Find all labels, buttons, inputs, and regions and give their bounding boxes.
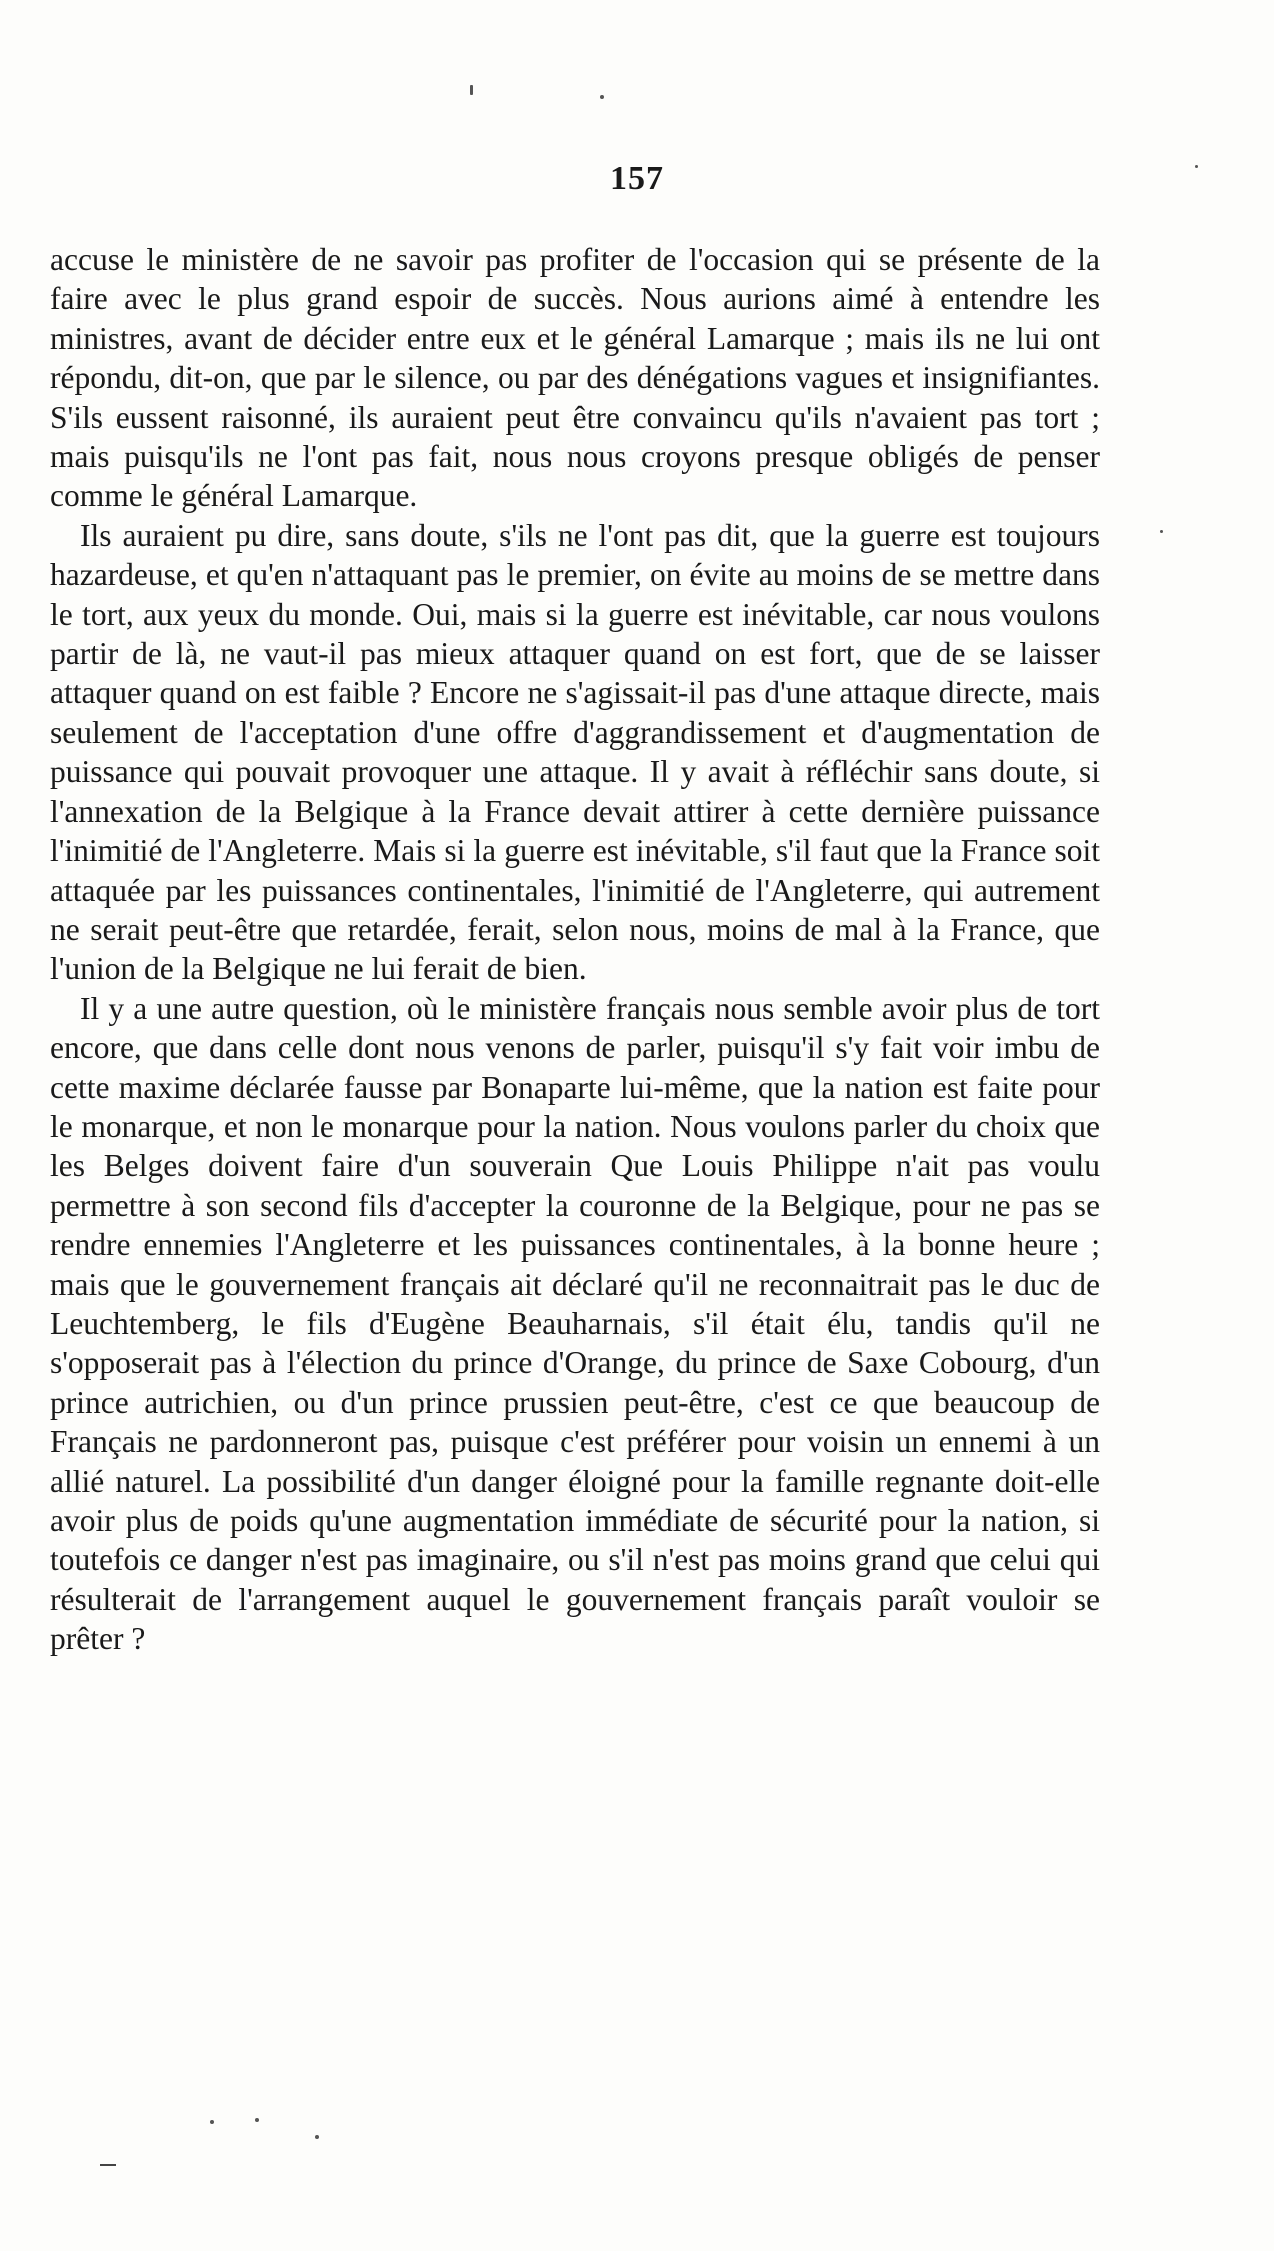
scan-speck: [600, 95, 604, 99]
scan-mark: [100, 2164, 116, 2166]
paragraph-3: Il y a une autre question, où le ministère français nous semble avoir plus de tort encore, que dans celle dont nous venons de parler, puisqu'il s'y fait voir imbu de cette maxime déclarée fausse par Bonaparte lui-même, que la nation est faite pour le monarque, et non le monarque pour la nation. Nous voulons parler du choix que les Belges doivent faire d'un souverain Que Louis Philippe n'ait pas voulu permettre à son second fils d'accepter la couronne de la Belgique, pour ne pas se rendre ennemies l'Angleterre et les puissances continentales, à la bonne heure ; mais que le gouvernement français ait déclaré qu'il ne reconnaitrait pas le duc de Leuchtemberg, le fils d'Eugène Beauharnais, s'il était élu, tandis qu'il ne s'opposerait pas à l'élection du prince d'Orange, du prince de Saxe Cobourg, d'un prince autrichien, ou d'un prince prussien peut-être, c'est ce que beaucoup de Français ne pardonneront pas, puisque c'est préférer pour voisin un ennemi à un allié naturel. La possibilité d'un danger éloigné pour la famille regnante doit-elle avoir plus de poids qu'une augmentation immédiate de sécurité pour la nation, si toutefois ce danger n'est pas imaginaire, ou s'il n'est pas moins grand que celui qui résulterait de l'arrangement auquel le gouvernement français paraît vouloir se prêter ?: [50, 990, 1100, 1657]
page-number: 157: [610, 160, 664, 197]
scan-speck: [470, 85, 473, 95]
body-text: [50, 240, 1100, 1659]
paragraph-2: Ils auraient pu dire, sans doute, s'ils ne l'ont pas dit, que la guerre est toujours hazardeuse, et qu'en n'attaquant pas le premier, on évite au moins de se mettre dans le tort, aux yeux du monde. Oui, mais si la guerre est inévitable, car nous voulons partir de là, ne vaut-il pas mieux attaquer quand on est fort, que de se laisser attaquer quand on est faible ? Encore ne s'agissait-il pas d'une attaque directe, mais seulement de l'acceptation d'une offre d'aggrandissement et d'augmentation de puissance qui pouvait provoquer une attaque. Il y avait à réfléchir sans doute, si l'annexation de la Belgique à la France devait attirer à cette dernière puissance l'inimitié de l'Angleterre. Mais si la guerre est inévitable, s'il faut que la France soit attaquée par les puissances continentales, l'inimitié de l'Angleterre, qui autrement ne serait peut-être que retardée, ferait, selon nous, moins de mal à la France, que l'union de la Belgique ne lui ferait de bien.: [50, 517, 1100, 987]
scan-speck: [1160, 530, 1163, 533]
paragraph-1: accuse le ministère de ne savoir pas profiter de l'occasion qui se présente de la faire avec le plus grand espoir de succès. Nous aurions aimé à entendre les ministres, avant de décider entre eux et le général Lamarque ; mais ils ne lui ont répondu, dit-on, que par le silence, ou par des dénégations vagues et insignifiantes. S'ils eussent raisonné, ils auraient peut être convaincu qu'ils n'avaient pas tort ; mais puisqu'ils ne l'ont pas fait, nous nous croyons presque obligés de penser comme le général Lamarque.: [50, 242, 1100, 514]
scan-speck: [210, 2120, 214, 2124]
scan-speck: [315, 2135, 319, 2139]
scan-speck: [255, 2118, 259, 2122]
scan-speck: [1195, 165, 1198, 168]
